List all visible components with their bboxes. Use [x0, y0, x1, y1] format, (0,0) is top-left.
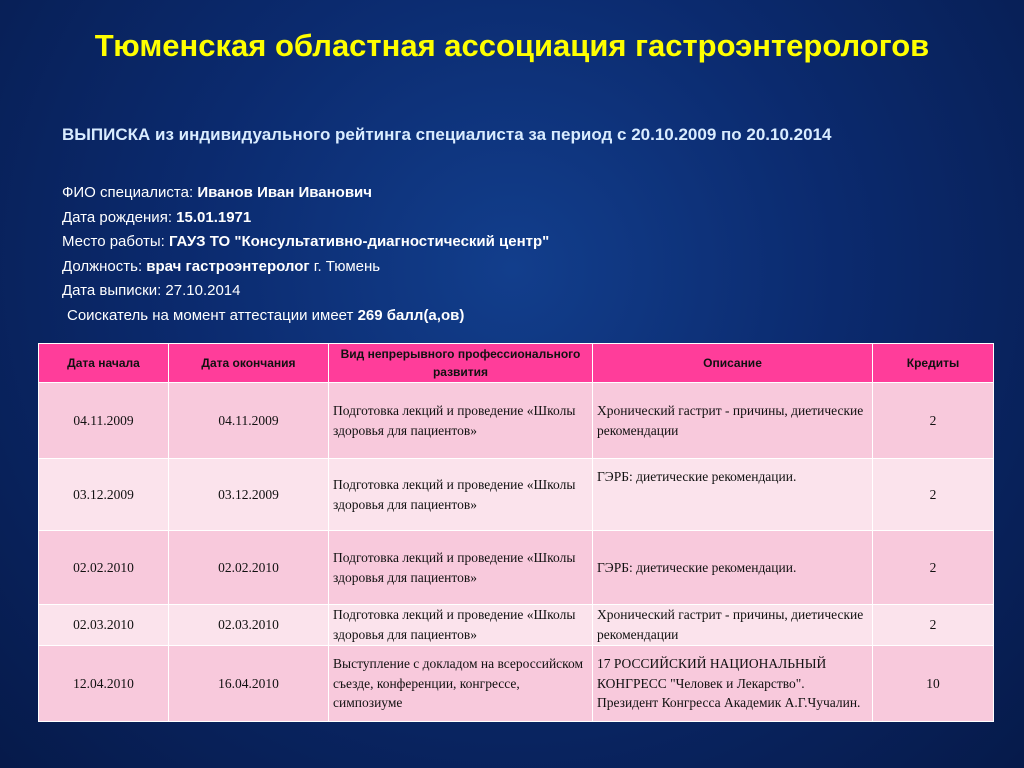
extract-date-line	[62, 282, 549, 307]
header-description: Описание	[593, 344, 873, 383]
description-cell: ГЭРБ: диетические рекомендации.	[593, 531, 873, 605]
specialist-info	[62, 184, 549, 331]
fio-line	[62, 184, 549, 209]
credits-cell: 10	[873, 646, 994, 722]
credits-cell: 2	[873, 459, 994, 531]
rating-table	[38, 343, 994, 722]
description-cell: Хронический гастрит - причины, диетические рекомендации	[593, 605, 873, 646]
work-label: Место работы:	[62, 233, 169, 250]
end-date-cell: 02.03.2010	[169, 605, 329, 646]
credits-cell: 2	[873, 605, 994, 646]
birth-label: Дата рождения:	[62, 208, 177, 226]
credits-cell: 2	[873, 383, 994, 459]
extract-subtitle: ВЫПИСКА из индивидуального рейтинга специалиста за период с 20.10.2009 по 20.10.2014	[62, 125, 832, 144]
header-start-date: Дата начала	[39, 344, 169, 383]
start-date-cell: 02.03.2010	[39, 605, 169, 646]
activity-cell: Подготовка лекций и проведение «Школы здоровья для пациентов»	[329, 459, 593, 531]
table-row	[39, 646, 994, 722]
work-value: ГАУЗ ТО "Консультативно-диагностический центр"	[169, 233, 550, 250]
credits-cell: 2	[873, 531, 994, 605]
end-date-cell: 03.12.2009	[169, 459, 329, 531]
start-date-cell: 04.11.2009	[39, 383, 169, 459]
header-activity-type: Вид непрерывного профессионального развития	[329, 344, 593, 383]
activity-cell: Подготовка лекций и проведение «Школы здоровья для пациентов»	[329, 605, 593, 646]
description-cell: ГЭРБ: диетические рекомендации.	[593, 459, 873, 531]
start-date-cell: 12.04.2010	[39, 646, 169, 722]
activity-cell: Подготовка лекций и проведение «Школы здоровья для пациентов»	[329, 383, 593, 459]
page-title: Тюменская областная ассоциация гастроэнтерологов	[94, 28, 930, 63]
end-date-cell: 16.04.2010	[169, 646, 329, 722]
end-date-cell: 04.11.2009	[169, 383, 329, 459]
position-city: г. Тюмень	[309, 257, 381, 275]
table-row	[39, 459, 994, 531]
score-value: 269 балл(а,ов)	[357, 306, 465, 324]
header-end-date: Дата окончания	[169, 344, 329, 383]
score-label: Соискатель на момент аттестации имеет	[67, 306, 358, 324]
extract-date: Дата выписки: 27.10.2014	[62, 282, 241, 299]
start-date-cell: 03.12.2009	[39, 459, 169, 531]
fio-label: ФИО специалиста:	[62, 184, 198, 201]
score-line	[62, 307, 549, 332]
table-row	[39, 531, 994, 605]
birth-line	[62, 209, 549, 234]
header-credits: Кредиты	[873, 344, 994, 383]
position-line	[62, 258, 549, 283]
end-date-cell: 02.02.2010	[169, 531, 329, 605]
work-line	[62, 233, 549, 258]
activity-cell: Выступление с докладом на всероссийском съезде, конференции, конгрессе, симпозиуме	[329, 646, 593, 722]
table-row	[39, 605, 994, 646]
birth-value: 15.01.1971	[176, 208, 252, 226]
table-row	[39, 383, 994, 459]
position-value: врач гастроэнтеролог	[146, 257, 310, 275]
table-header-row	[39, 344, 994, 383]
position-label: Должность:	[62, 257, 147, 275]
activity-cell: Подготовка лекций и проведение «Школы здоровья для пациентов»	[329, 531, 593, 605]
start-date-cell: 02.02.2010	[39, 531, 169, 605]
description-cell: 17 РОССИЙСКИЙ НАЦИОНАЛЬНЫЙ КОНГРЕСС "Человек и Лекарство". Президент Конгресса Академик А.Г.Чучалин.	[593, 646, 873, 722]
description-cell: Хронический гастрит - причины, диетические рекомендации	[593, 383, 873, 459]
fio-value: Иванов Иван Иванович	[197, 184, 372, 201]
